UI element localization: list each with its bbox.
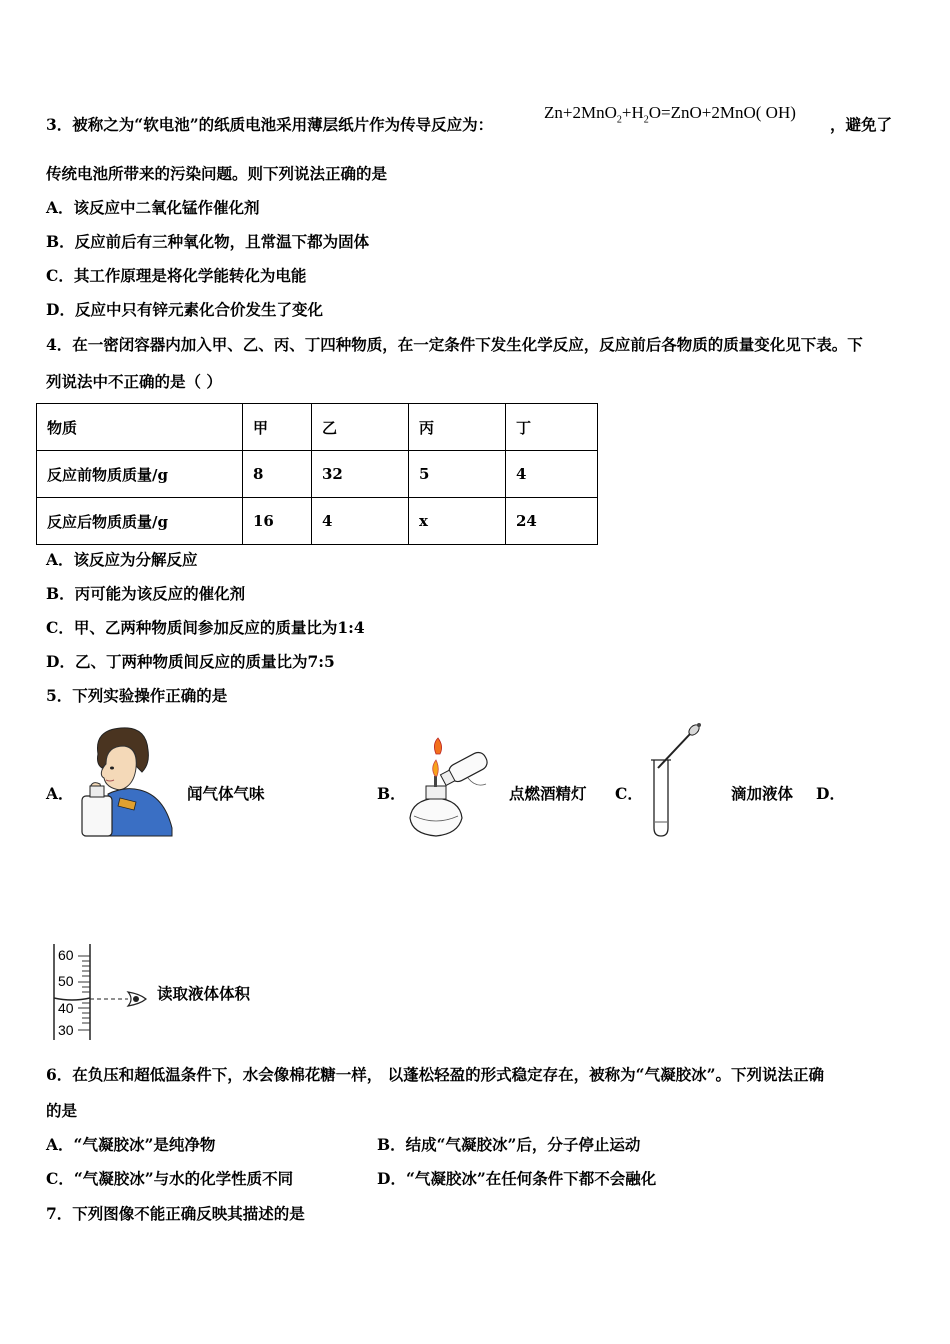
table-cell: 32: [312, 451, 409, 498]
q5-option-c-letter: C．: [615, 784, 643, 803]
q3-option-c: C．其工作原理是将化学能转化为电能: [46, 266, 307, 285]
q7-stem: 7．下列图像不能正确反映其描述的是: [46, 1204, 305, 1223]
table-header-cell: 丙: [409, 404, 506, 451]
q3-option-a: A．该反应中二氧化锰作催化剂: [46, 198, 260, 217]
q3-option-b: B．反应前后有三种氧化物，且常温下都为固体: [46, 232, 370, 251]
table-cell: 24: [506, 498, 598, 545]
q5-option-b-text: 点燃酒精灯: [509, 784, 587, 803]
cylinder-mark-50: 50: [58, 973, 74, 989]
q5-option-b-letter: B．: [377, 784, 406, 803]
q3-stem-line1: 3．被称之为“软电池”的纸质电池采用薄层纸片作为传导反应为：: [46, 115, 494, 134]
cylinder-mark-60: 60: [58, 947, 74, 963]
table-cell: x: [409, 498, 506, 545]
q5-stem: 5．下列实验操作正确的是: [46, 686, 228, 705]
q4-option-c: C．甲、乙两种物质间参加反应的质量比为1:4: [46, 618, 365, 637]
q6-option-a: A．“气凝胶冰”是纯净物: [46, 1135, 216, 1154]
q5-option-d-text: 读取液体体积: [157, 984, 251, 1003]
table-header-cell: 丁: [506, 404, 598, 451]
q6-stem-line2: 的是: [46, 1101, 78, 1120]
table-row: [37, 498, 598, 545]
q5-option-d-letter: D．: [816, 784, 845, 803]
q4-option-a: A．该反应为分解反应: [46, 550, 198, 569]
q4-stem-line1: 4．在一密闭容器内加入甲、乙、丙、丁四种物质，在一定条件下发生化学反应，反应前后各物质的质量变化见下表。下: [46, 335, 863, 354]
eq-part4: ( OH): [755, 103, 796, 122]
q3-stem-line2: 传统电池所带来的污染问题。则下列说法正确的是: [46, 164, 388, 183]
q6-option-c: C．“气凝胶冰”与水的化学性质不同: [46, 1169, 294, 1188]
light-alcohol-lamp-illustration: [402, 736, 500, 840]
table-row: [37, 451, 598, 498]
drop-liquid-illustration: [646, 722, 706, 840]
table-cell: 4: [506, 451, 598, 498]
q4-stem-line2: 列说法中不正确的是（ ）: [46, 372, 222, 391]
q6-stem-line1: 6．在负压和超低温条件下，水会像棉花糖一样， 以蓬松轻盈的形式稳定存在，被称为“气凝胶冰”。下列说法正确: [46, 1065, 825, 1084]
table-header-cell: 乙: [312, 404, 409, 451]
q6-option-d: D．“气凝胶冰”在任何条件下都不会融化: [377, 1169, 657, 1188]
table-header-cell: 甲: [243, 404, 312, 451]
q3-equation: [544, 103, 796, 125]
q4-option-b: B．丙可能为该反应的催化剂: [46, 584, 246, 603]
table-cell: 5: [409, 451, 506, 498]
cylinder-mark-40: 40: [58, 1000, 74, 1016]
smell-gas-illustration: [76, 724, 176, 838]
table-cell: 反应前物质质量/g: [37, 451, 243, 498]
table-cell: 16: [243, 498, 312, 545]
eq-sub1: 2: [616, 114, 622, 126]
mass-table: [36, 403, 598, 545]
table-cell: 4: [312, 498, 409, 545]
table-header-cell: 物质: [37, 404, 243, 451]
q5-option-c-text: 滴加液体: [731, 784, 794, 803]
table-cell: 8: [243, 451, 312, 498]
eq-part1: Zn+2MnO: [544, 103, 617, 122]
eq-part3: O=ZnO+2MnO: [648, 103, 756, 122]
read-volume-illustration: [50, 942, 150, 1042]
q5-option-a-letter: A．: [46, 784, 74, 803]
q3-option-d: D．反应中只有锌元素化合价发生了变化: [46, 300, 323, 319]
cylinder-mark-30: 30: [58, 1022, 74, 1038]
q4-option-d: D．乙、丁两种物质间反应的质量比为7:5: [46, 652, 335, 671]
eq-part2: +H: [621, 103, 644, 122]
q3-stem-tail: ，避免了: [830, 115, 893, 134]
q5-option-a-text: 闻气体气味: [187, 784, 265, 803]
eq-sub2: 2: [643, 114, 649, 126]
q6-option-b: B．结成“气凝胶冰”后，分子停止运动: [377, 1135, 641, 1154]
table-cell: 反应后物质质量/g: [37, 498, 243, 545]
table-header-row: [37, 404, 598, 451]
